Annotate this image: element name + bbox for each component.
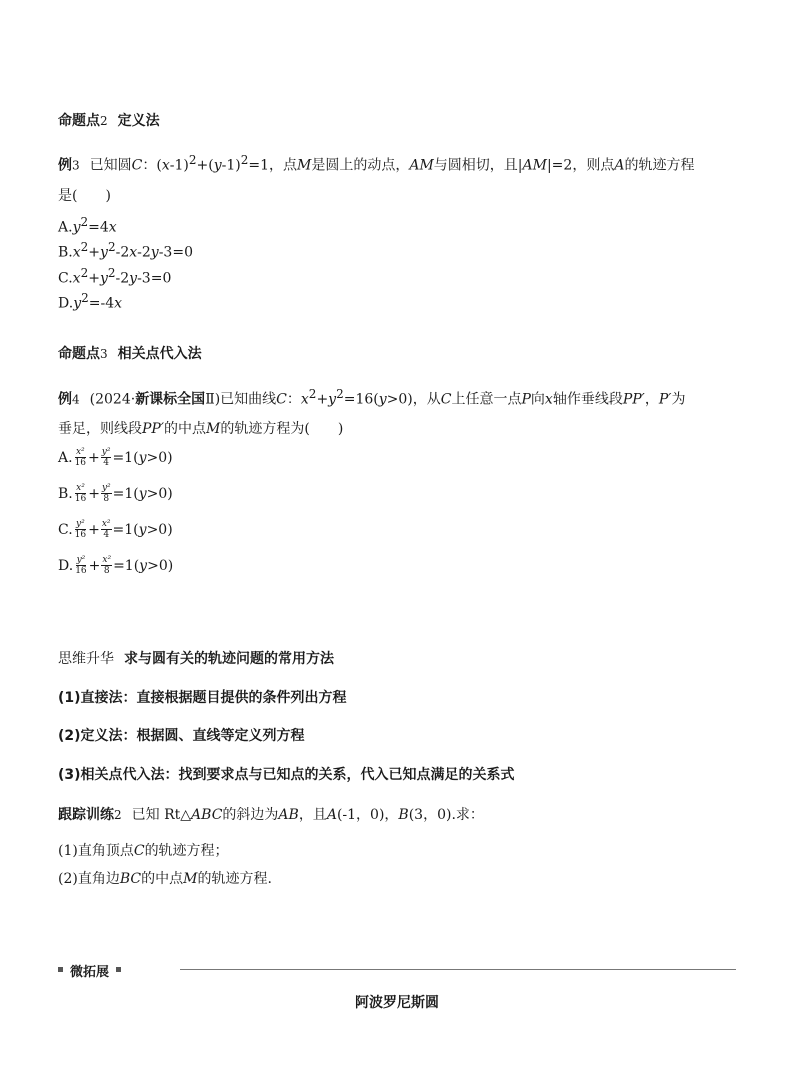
section-heading-2: 命题点2 定义法 bbox=[58, 113, 160, 129]
option-4b[interactable]: B. $\frac{\text{x²}}{16}$ + $\frac{\text{y²}}{8}$ =1( y >0) bbox=[58, 483, 173, 504]
fraction: $\frac{\text{y²}}{16}$ bbox=[74, 519, 87, 540]
option-b[interactable]: $B.x^2+y^2-2x-2y-3=0$ bbox=[58, 240, 193, 261]
summary-heading: 思维升华 求与圆有关的轨迹问题的常用方法 bbox=[58, 651, 334, 667]
square-bullet-icon bbox=[58, 967, 63, 972]
fraction: $\frac{\text{y²}}{8}$ bbox=[101, 483, 111, 504]
fraction: $\frac{\text{y²}}{4}$ bbox=[101, 447, 111, 468]
option-4a[interactable]: A. $\frac{\text{x²}}{16}$ + $\frac{\text{y²}}{4}$ =1( y >0) bbox=[58, 447, 173, 468]
fraction: $\frac{\text{x²}}{16}$ bbox=[74, 447, 87, 468]
option-4d[interactable]: D. $\frac{\text{y²}}{16}$ + $\frac{\text{x²}}{8}$ =1( y >0) bbox=[58, 555, 174, 576]
example-3-question: 例3 已知圆C：$(x-1)^2+(y-1)^2=1$，点M是圆上的动点，AM与圆相切，且|AM|=2，则点A的轨迹方程 bbox=[58, 153, 695, 174]
practice-sub-1: (1)直角顶点C的轨迹方程； bbox=[58, 843, 229, 859]
fraction: $\frac{\text{x²}}{8}$ bbox=[102, 555, 112, 576]
divider-line bbox=[180, 969, 736, 970]
option-4c[interactable]: C. $\frac{\text{y²}}{16}$ + $\frac{\text{x²}}{4}$ =1( y >0) bbox=[58, 519, 173, 540]
practice-question: 跟踪训练2 已知 Rt△ABC的斜边为AB，且A(-1，0)，B(3，0).求： bbox=[58, 807, 484, 823]
option-c[interactable]: $C.x^2+y^2-2y-3=0$ bbox=[58, 266, 172, 287]
example-4-question-cont: 垂足，则线段PP′的中点M的轨迹方程为( ) bbox=[58, 421, 344, 437]
section-heading-3: 命题点3 相关点代入法 bbox=[58, 346, 202, 362]
apollonius-title: 阿波罗尼斯圆 bbox=[355, 995, 439, 1011]
summary-item-1: (1)直接法：直接根据题目提供的条件列出方程 bbox=[58, 690, 347, 706]
example-3-question-cont: 是( ) bbox=[58, 188, 111, 204]
summary-item-2: (2)定义法：根据圆、直线等定义列方程 bbox=[58, 728, 305, 744]
fraction: $\frac{\text{x²}}{4}$ bbox=[101, 519, 111, 540]
micro-extension-divider: 微拓展 bbox=[58, 964, 736, 976]
example-4-question: 例4 (2024·新课标全国Ⅱ)已知曲线C：$x^2+y^2=16(y>0)$，从C上任意一点P向x轴作垂线段PP′，P′为 bbox=[58, 387, 686, 408]
practice-sub-2: (2)直角边BC的中点M的轨迹方程. bbox=[58, 871, 272, 887]
fraction: $\frac{\text{x²}}{16}$ bbox=[74, 483, 87, 504]
summary-item-3: (3)相关点代入法：找到要求点与已知点的关系，代入已知点满足的关系式 bbox=[58, 767, 515, 783]
square-bullet-icon bbox=[116, 967, 121, 972]
option-d[interactable]: $D.y^2=-4x$ bbox=[58, 291, 123, 312]
fraction: $\frac{\text{y²}}{16}$ bbox=[75, 555, 87, 576]
option-a[interactable]: $A.y^2=4x$ bbox=[58, 215, 117, 236]
